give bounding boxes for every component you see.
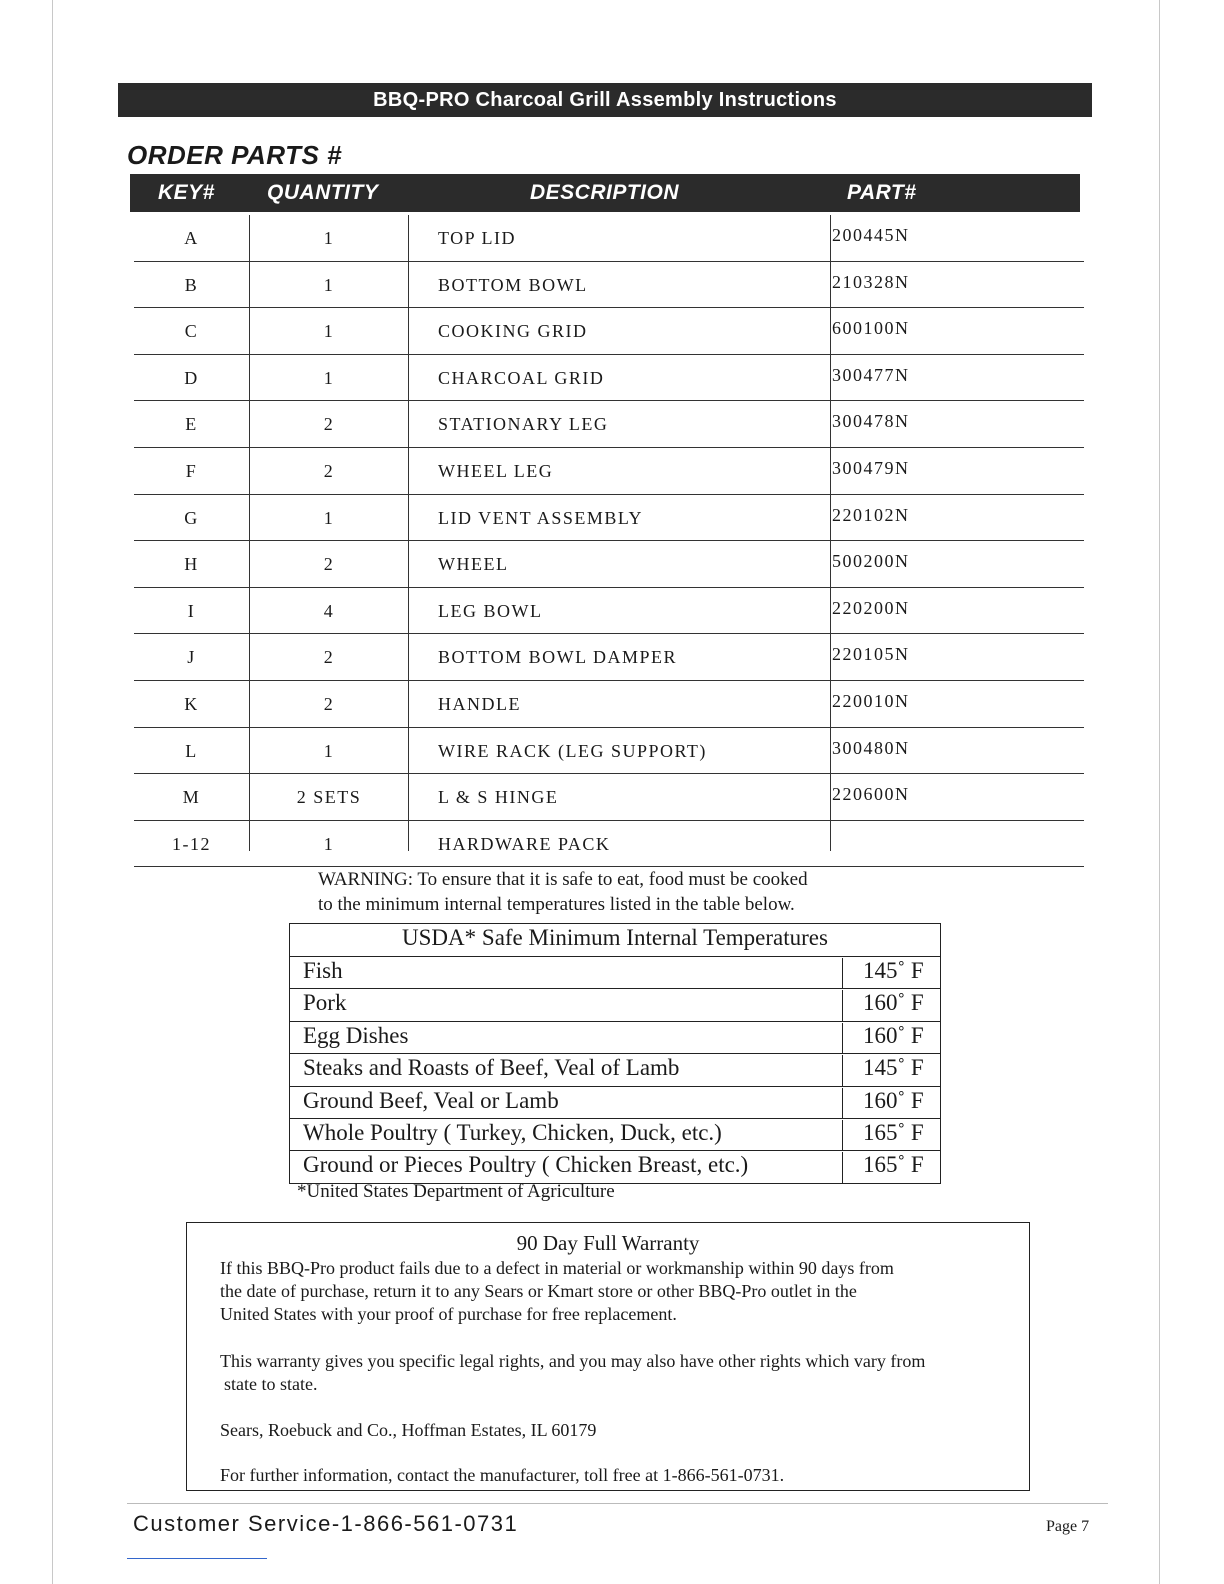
part-description: CHARCOAL GRID [438,367,605,388]
part-description: WHEEL LEG [438,460,554,481]
food-name: Whole Poultry ( Turkey, Chicken, Duck, etc.) [303,1119,722,1145]
part-quantity: 1 [323,740,335,761]
header-bar [118,83,1092,117]
part-number: 200445N [832,225,910,245]
table-row [134,634,1084,681]
part-description: L & S HINGE [438,787,559,808]
food-temperature: 160˚ F [842,990,924,1021]
part-number: 210328N [832,271,910,292]
table-row [290,957,940,989]
part-description: BOTTOM BOWL [438,274,588,295]
food-safety-warning [318,867,938,917]
part-quantity: 1 [323,367,335,388]
part-number: 300480N [832,737,910,758]
table-row [134,728,1084,775]
warranty-address: Sears, Roebuck and Co., Hoffman Estates, IL 60179 [220,1420,597,1440]
food-name: Fish [303,958,343,983]
part-description: LID VENT ASSEMBLY [438,507,644,528]
food-name: Ground Beef, Veal or Lamb [303,1087,559,1113]
warranty-line: the date of purchase, return it to any Sears or Kmart store or other BBQ-Pro outlet in the [220,1281,857,1301]
part-quantity: 2 [323,693,335,714]
part-key: K [184,693,199,714]
parts-table-header [130,174,1080,212]
part-description: WHEEL [438,554,509,575]
food-temperature: 145˚ F [842,1055,924,1086]
table-row [290,1054,940,1086]
part-key: F [185,460,198,481]
food-name: Steaks and Roasts of Beef, Veal of Lamb [303,1055,680,1081]
part-quantity: 1 [323,507,335,528]
food-temperature: 160˚ F [842,1088,924,1119]
part-key: G [184,507,199,528]
part-key: D [184,367,199,388]
table-row [134,308,1084,355]
parts-table [134,215,1084,867]
part-number: 300478N [832,411,910,432]
food-temperature: 165˚ F [842,1120,924,1151]
table-row [134,495,1084,542]
part-description: BOTTOM BOWL DAMPER [438,647,678,668]
warranty-title: 90 Day Full Warranty [516,1231,700,1255]
part-description: TOP LID [438,228,516,248]
part-key: J [187,647,196,668]
table-row [134,821,1084,868]
header-title: BBQ-PRO Charcoal Grill Assembly Instructions [373,88,837,111]
part-number: 220105N [832,644,910,665]
column-header-key: KEY# [158,181,215,204]
part-key: E [185,414,198,435]
warranty-paragraph [220,1350,1020,1396]
warranty-box [186,1222,1030,1491]
page-number: Page 7 [1046,1518,1090,1535]
usda-footnote: *United States Department of Agriculture [297,1181,615,1202]
food-name: Pork [303,990,347,1016]
warranty-line: United States with your proof of purchase for free replacement. [220,1304,677,1324]
part-number: 220200N [832,597,910,618]
table-row [290,989,940,1021]
part-quantity: 1 [323,833,335,854]
food-temperature: 145˚ F [842,958,924,989]
table-row [134,541,1084,588]
part-number: 300477N [832,364,910,385]
warranty-contact: For further information, contact the manufacturer, toll free at 1-866-561-0731. [220,1465,785,1485]
warranty-line: state to state. [224,1374,318,1394]
part-key: L [185,740,198,761]
part-number: 300479N [832,457,910,478]
warning-line: WARNING: To ensure that it is safe to eat, food must be cooked [318,869,808,890]
footer-link-underline [127,1558,267,1559]
part-number: 220010N [832,690,910,711]
usda-table-title: USDA* Safe Minimum Internal Temperatures [290,924,940,957]
column-header-quantity: QUANTITY [267,181,379,204]
part-key: B [184,274,199,295]
part-description: COOKING GRID [438,321,588,342]
part-number: 220600N [832,784,910,805]
food-temperature: 165˚ F [842,1152,924,1183]
part-quantity: 2 [323,554,335,575]
part-quantity: 1 [323,228,335,248]
food-name: Ground or Pieces Poultry ( Chicken Breast, etc.) [303,1152,749,1178]
part-key: I [187,600,196,621]
part-description: HANDLE [438,693,521,714]
part-number: 220102N [832,504,910,525]
part-number: 600100N [832,318,910,339]
food-name: Egg Dishes [303,1022,409,1048]
warning-line: to the minimum internal temperatures listed in the table below. [318,894,795,915]
part-key: A [184,228,199,248]
warranty-paragraph [220,1257,1020,1326]
column-header-part: PART# [847,181,917,204]
table-row [134,448,1084,495]
table-row [134,401,1084,448]
table-row [290,1151,940,1182]
part-quantity: 4 [323,600,335,621]
part-description: LEG BOWL [438,600,543,621]
warranty-line: If this BBQ-Pro product fails due to a defect in material or workmanship within 90 days from [220,1258,894,1278]
warranty-line: This warranty gives you specific legal rights, and you may also have other rights which vary from [220,1351,926,1371]
table-row [134,588,1084,635]
table-row [134,774,1084,821]
table-row [134,355,1084,402]
part-description: WIRE RACK (LEG SUPPORT) [438,740,707,761]
table-row [134,262,1084,309]
part-key: M [182,787,201,808]
part-key: H [184,554,199,575]
part-quantity: 2 [323,414,335,435]
part-description: STATIONARY LEG [438,414,609,435]
part-quantity: 2 SETS [296,787,362,808]
part-quantity: 2 [323,460,335,481]
table-row [134,681,1084,728]
customer-service: Customer Service-1-866-561-0731 [133,1511,519,1536]
section-title: ORDER PARTS # [127,140,343,170]
part-key: C [184,321,199,342]
part-number: 500200N [832,551,910,572]
table-row [290,1022,940,1054]
food-temperature: 160˚ F [842,1023,924,1054]
table-row [290,1119,940,1151]
part-quantity: 1 [323,274,335,295]
part-quantity: 1 [323,321,335,342]
part-key: 1-12 [172,833,211,854]
column-header-description: DESCRIPTION [530,181,680,204]
footer-divider [127,1503,1108,1504]
table-row [134,215,1084,262]
part-quantity: 2 [323,647,335,668]
usda-temperature-table [289,923,941,1184]
part-description: HARDWARE PACK [438,833,611,854]
table-row [290,1087,940,1119]
